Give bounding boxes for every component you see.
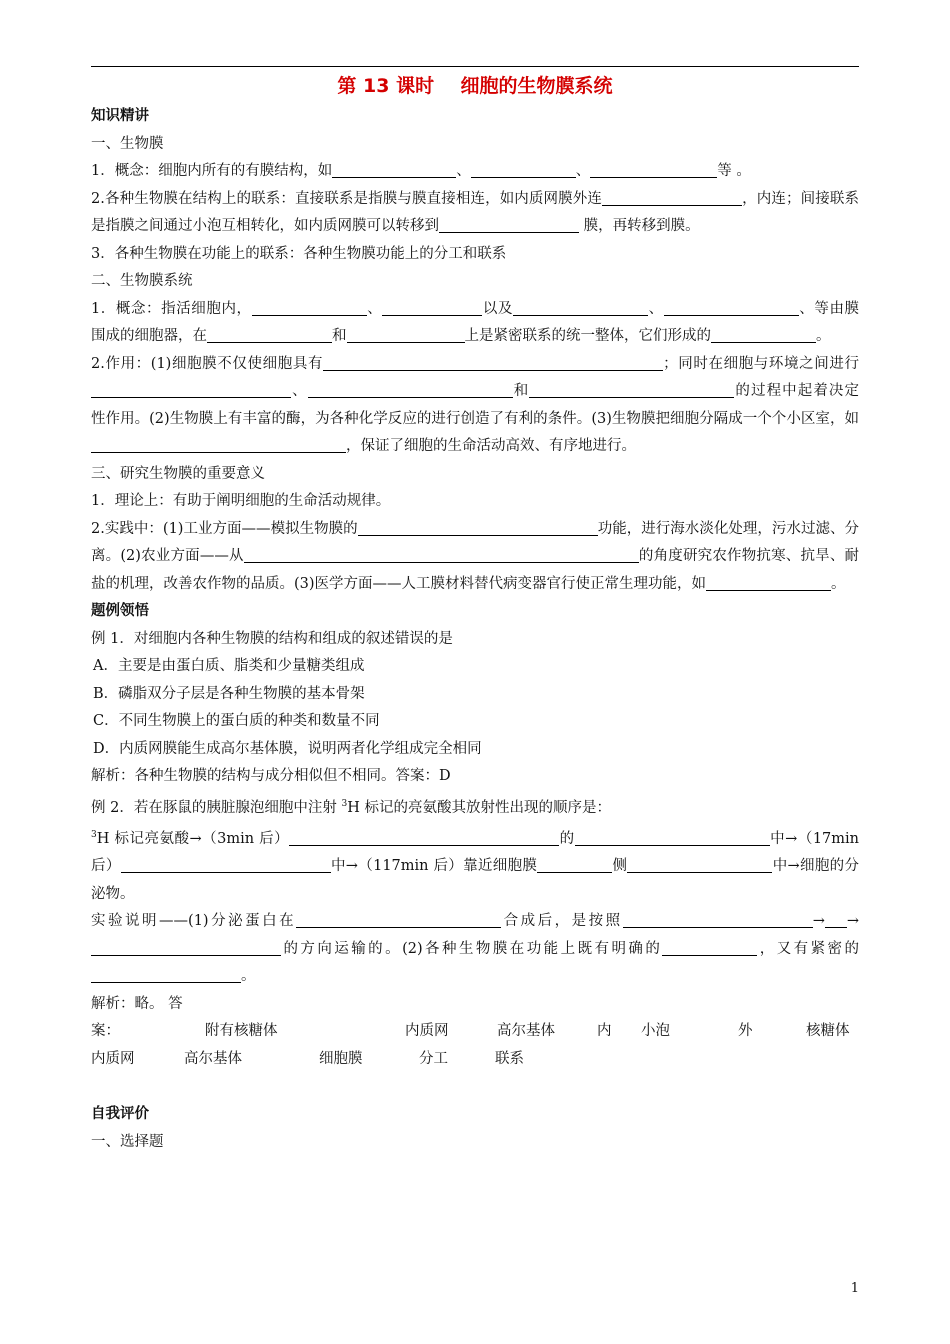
example2-question: 例 2．若在豚鼠的胰脏腺泡细胞中注射 $^3$H 标记的亮氨酸其放射性出现的顺序是： [91, 798, 611, 816]
section-heading-examples: 题例领悟 [91, 603, 149, 619]
blank[interactable] [537, 856, 612, 873]
blank[interactable] [529, 381, 734, 398]
blank[interactable] [296, 911, 501, 928]
blank[interactable] [706, 574, 831, 591]
example1-option-b: B．磷脂双分子层是各种生物膜的基本骨架 [93, 685, 365, 702]
part1-function-link: 3．各种生物膜在功能上的联系：各种生物膜功能上的分工和联系 [91, 245, 507, 262]
part2-function: 2.作用：(1)细胞膜不仅使细胞具有 ；同时在细胞与环境之间进行、 和 的过程中起着决定性作用。(2)生物膜上有丰富的酶，为各种化学反应的进行创造了有利的条件。(3)生物膜把细胞分隔成一个个小区室，如，保证了细胞的生命活动高效、有序地进行。 [91, 355, 860, 454]
part1-heading: 一、生物膜 [91, 135, 164, 152]
page-title: 第 13 课时 细胞的生物膜系统 [337, 75, 613, 97]
example1-option-d: D．内质网膜能生成高尔基体膜，说明两者化学组成完全相同 [93, 740, 482, 757]
example1-question: 例 1．对细胞内各种生物膜的结构和组成的叙述错误的是 [91, 630, 453, 647]
blank[interactable] [575, 829, 770, 846]
blank[interactable] [825, 911, 847, 928]
blank[interactable] [207, 326, 332, 343]
blank[interactable] [323, 354, 663, 371]
blank[interactable] [121, 856, 331, 873]
blank[interactable] [711, 326, 816, 343]
blank[interactable] [244, 546, 639, 563]
header-rule [91, 66, 859, 67]
part1-concept: 1．概念：细胞内所有的有膜结构，如 、 、 等 。 [91, 163, 751, 179]
blank[interactable] [623, 911, 813, 928]
blank[interactable] [91, 939, 281, 956]
spacer [91, 1073, 859, 1101]
blank[interactable] [358, 519, 598, 536]
blank[interactable] [252, 299, 367, 316]
example1-option-c: C．不同生物膜上的蛋白质的种类和数量不同 [93, 713, 380, 729]
blank[interactable] [627, 856, 772, 873]
blank[interactable] [91, 381, 291, 398]
blank[interactable] [471, 161, 576, 178]
part3-theory: 1．理论上：有助于阐明细胞的生命活动规律。 [91, 493, 391, 509]
blank[interactable] [513, 299, 648, 316]
blank[interactable] [332, 161, 456, 178]
example2-answers: 解析：略。 答案： 附有核糖体 内质网 高尔基体 内 小泡 外 核糖体 内质网 高尔基体 细胞膜 分工 联系 [91, 995, 850, 1067]
example2-sequence: $^3$H 标记亮氨酸→（3min 后） 的 中→（17min 后） 中→（117min 后）靠近细胞膜 侧 中→细胞的分泌物。 [91, 829, 860, 902]
document-body [91, 103, 859, 1156]
part3-practice: 2.实践中：(1)工业方面——模拟生物膜的 功能，进行海水淡化处理，污水过滤、分离。(2)农业方面——从 的角度研究农作物抗寒、抗旱、耐盐的机理，改善农作物的品质。(3)医学方面——人工膜材料替代病变器官行使正常生理功能，如 。 [91, 520, 860, 592]
example2-explanation: 实验说明——(1)分泌蛋白在 合成后，是按照 → →的方向运输的。(2)各种生物膜在功能上既有明确的 ，又有紧密的。 [91, 913, 859, 985]
blank[interactable] [602, 189, 742, 206]
self-eval-subheading: 一、选择题 [91, 1133, 164, 1150]
blank[interactable] [308, 381, 513, 398]
blank[interactable] [439, 216, 579, 233]
section-heading-knowledge: 知识精讲 [91, 108, 149, 124]
blank[interactable] [347, 326, 465, 343]
blank[interactable] [662, 939, 757, 956]
blank[interactable] [590, 161, 717, 178]
part2-concept: 1．概念：指活细胞内， 、 以及 、 、等由膜围成的细胞器，在 和 上是紧密联系的统一整体，它们形成的 。 [91, 300, 860, 344]
example1-analysis: 解析：各种生物膜的结构与成分相似但不相同。答案：D [91, 768, 451, 784]
part1-structure-link: 2.各种生物膜在结构上的联系：直接联系是指膜与膜直接相连，如内质网膜外连 ，内连；间接联系是指膜之间通过小泡互相转化，如内质网膜可以转移到 膜，再转移到膜。 [91, 190, 859, 234]
example1-option-a: A．主要是由蛋白质、脂类和少量糖类组成 [93, 658, 365, 674]
section-heading-self-eval: 自我评价 [91, 1106, 149, 1123]
page-number: 1 [850, 1281, 859, 1296]
blank[interactable] [91, 436, 346, 453]
blank[interactable] [289, 829, 559, 846]
part2-heading: 二、生物膜系统 [91, 273, 193, 289]
blank[interactable] [664, 299, 799, 316]
blank[interactable] [91, 966, 241, 983]
part3-heading: 三、研究生物膜的重要意义 [91, 465, 265, 482]
blank[interactable] [382, 299, 482, 316]
